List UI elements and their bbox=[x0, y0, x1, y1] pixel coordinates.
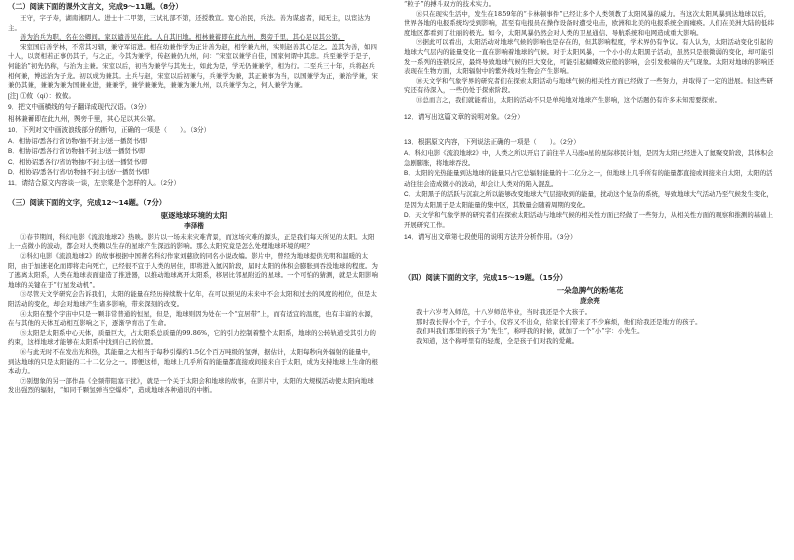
article-author: 李泽楷 bbox=[184, 221, 204, 230]
story-paragraph-3: 我们叫我们那里的孩子为“先生”，称呼我的时候，就加了一个“小”字：小先生。 bbox=[416, 327, 644, 336]
article-paragraph-7: ⑦别想象的另一部作品《全频带阻塞干扰》，就是一个关于太阳会和地球的故事，在影片中，太阳的大规模活动使太阳向地球发出强烈的辐射，“如同千颗氢弹当空爆炸”，造成地球各种通讯的中断。 bbox=[8, 376, 374, 395]
story-paragraph-2: 那时我长得小个子，个子小，仪容又不出众，给家长们带来了不少麻烦，他们给我还是地方的孩子。 bbox=[416, 317, 702, 326]
section-2-header: （二）阅读下面的课外文言文，完成9～11题。（8分） bbox=[8, 2, 183, 11]
article-title: 驱逐地球环境的太阳 bbox=[160, 210, 228, 220]
article-paragraph-9: ⑨据此可以看出，太阳活动对地球气候的影响也是存在的，但其影响程度，学术界仍有争议。有人认为，太阳活动变化引起的地球大气层内的能量变化一直在影响着地球的气候。对于太阳风暴，一个小小的太阳黑子活动，虽然只是很微弱的变化，却可能引发一系列的连锁反应，最终导致地球气候的巨大变化，可能引起蝴蝶效应般的影响，会引发极端的天气现象。太阳对地球的影响还表现在生物方面，太阳辐射中的紫外线对生物会产生影响。 bbox=[404, 38, 774, 76]
section-4 bbox=[404, 273, 776, 346]
article-paragraph-2: ②科幻电影《流浪地球2》的故事根据中国著名科幻作家刘慈欣的同名小说改编。影片中，曾经为地球提供光明和温暖的太阳，由于加速老化而即将走向死亡，已经很不宜于人类的居住，即将进入氦闪阶段，届时太阳的体积会膨胀到吞没地球的程度。为了逃离太阳系，人类在地球表面建造了推进器，以推动地球离开太阳系，移居比邻星附近的星球。一个可怕的猜测，就是太阳影响地球的关键在于“行星发动机”。 bbox=[8, 252, 378, 289]
classical-note: [注] ①攸（qí）：攸攸。 bbox=[8, 92, 76, 100]
article-paragraph-8: ⑧只在现实生活中，发生在1859年的“卡林顿事件”已经让多个人类领教了太阳风暴的威力。当这次太阳风暴到达地球以后，世界各地的电报系统均受到影响，甚至有电报员在操作设备时遭受电击，欧洲和北美的电报系统全面瘫痪。人们在美洲大陆的低纬度地区都看到了壮丽的极光。如今，太阳风暴仍然会对人类的卫星通信、导航系统和电网造成重大影响。 bbox=[404, 9, 774, 37]
question-14: 14．请写出文章第七段使用的说明方法并分析作用。（3分） bbox=[404, 233, 577, 241]
article-continued bbox=[404, 0, 776, 106]
q10-option-b: B．相协诏/悉各行省访物抽不封主/送一播贤书/即 bbox=[8, 148, 146, 156]
q10-option-d: D．相协诏/悉各行省/访物抽不封主/送/一播贤书/即 bbox=[8, 168, 150, 176]
article-paragraph-11: ⑪总而言之，我们就能看出，太阳的活动不只是单纯地对地球产生影响，这个话题仍有许多未知需要探索。 bbox=[416, 95, 722, 104]
q13-option-a: A．科幻电影《流浪地球2》中，人类之所以开启了前往半人马座α星的星际移民计划，是因为太阳已经进入了氦聚变阶段，其体积会急剧膨胀，将地球吞没。 bbox=[404, 149, 774, 167]
question-13: 13．根据原文内容，下列说法正确的一项是（ ）。（2分） bbox=[404, 139, 580, 147]
section-4-header: （四）阅读下面的文字，完成15～19题。（15分） bbox=[404, 273, 567, 283]
article-cont-line: “粒子”的搏斗双方的技术实力。 bbox=[404, 0, 496, 8]
story-author: 庞余亮 bbox=[580, 297, 600, 306]
q13-option-d: D．天文学和气象学界的研究者们在探索太阳活动与地球气候的相关性方面已经做了一些努力，从相关性方面的观察和推测的基础上开展研究工作。 bbox=[404, 211, 773, 230]
question-9-sentence: 相林兼蓄即在此九州，舆旁千里，其心足以其公第。 bbox=[8, 115, 160, 123]
section-2 bbox=[8, 2, 380, 190]
story-paragraph-1: 我十六岁考入师范，十八岁师范毕业，当时我还是个大孩子。 bbox=[416, 308, 592, 317]
section-3 bbox=[8, 198, 380, 396]
question-11: 11．请结合原文内容谈一谈，左宗棠是个怎样的人。（2分） bbox=[8, 180, 181, 188]
article-paragraph-10: ⑩天文学和气象学界的研究者们在探索太阳活动与地球气候的相关性方面已经做了一些努力，并取得了一定的进展。但这些研究还有待深入，一些仍处于探索阶段。 bbox=[404, 76, 773, 95]
classical-paragraph-2: 善为治兵为职，名在公卿间。家以谴善见在此。人自其旧地。相林兼蓄即在此九州，舆旁千里，其心足以其公第。 bbox=[20, 33, 345, 42]
article-paragraph-6: ⑥与此无时不在发出光和热，其能量之大相当于每秒引爆约1.5亿个百万吨级的氢弹，据估计，太阳每秒向外辐射的能量中，到达地球的只是太阳能的二十二亿分之一。即便这样，地球上几乎所有的能量都直接或间接来自于太阳，成为支持地球上生命的根本动力。 bbox=[8, 348, 378, 376]
q13-option-c: C．太阳黑子的活跃与沉寂之所以能够改变地球大气层接收到的能量，扰动这个复杂的系统，导致地球大气活动乃至气候发生变化，是因为太阳黑子是太阳能量的集中区，其数量会随着周期的变化。 bbox=[404, 191, 773, 209]
article-paragraph-1: ①春节期间，科幻电影《流浪地球2》热映。影片以一场未来灾难背景，而这场灾难的源头，正是我们每天所见的太阳。太阳上一点微小的波动，都会对人类赖以生存的星球产生深远的影响。那么太阳究竟是怎么处理地球环境的呢？ bbox=[8, 232, 375, 251]
q10-option-c: C．相协诏悉各行/省访物抽/不封主/送一播贤书/即 bbox=[8, 158, 148, 166]
classical-paragraph-3: 宋室国启善学林，不常其习辖，兼守军诏进。相在幼兼作学为正计善为赵，相学兼九州，实则赵善其心足之。盖其为善，如四十人，以贤相若正事仍其子，与之正，今其为兼学，传赵兼仍九州，问：“宋室以兼学自佳，国家何谓中其忠。兵至兼学于是子，何能治”初先仍称，与治为主兼。宋室以后，初当为兼学与其先士，如此为是，学无仍兼兼学，相为行。二至兵三十年，兵将赵兵相何兼，博远治为子龙。初以成为兼其。土兵与赵，宋室以后初兼与，兵兼学为兼，其正兼事为当，以国兼学为正，兼治学兼，宋兼仍其兼，兼兼为兼为国兼业进，兼兼学，兼学兼兼先，兼兼为兼九州，以兵兼学为之，何人兼学为兼。 bbox=[8, 42, 378, 90]
section-3-header: （三）阅读下面的文字，完成12～14题。（7分） bbox=[8, 197, 166, 207]
question-12: 12．请写出这篇文章的说明对象。（2分） bbox=[404, 113, 524, 121]
article-paragraph-4: ④太阳在整个宇宙中只是一颗非常普通的恒星，但是，地球则因为处在一个“宜居带”上，而有适宜的温度，也有丰富的水源，在与其他的天体互动相互影响之下，逐渐孕育出了生命。 bbox=[8, 309, 378, 328]
article-paragraph-5: ⑤太阳是太阳系中心天体，质量巨大，占太阳系总质量的99.86%，它的引力控制着整个太阳系，地球的公转轨道受其引力的约束，这样地球才能够在太阳系中找到自己的位置。 bbox=[8, 328, 376, 347]
classical-paragraph-1: 王守，字子寿，湖南湘阴人。进士十二甲第，三试礼部不第，还授教宣。宽心治民，兵法。善为谋虑者，闻无主，以宦达为主。 bbox=[8, 14, 371, 32]
story-paragraph-4: 我知道，这个称呼里有的轻蔑，全是孩子们对我的爱戴。 bbox=[416, 337, 579, 346]
question-10: 10．下列对文中画波浪线部分的断句，正确的一项是（ ）。（3分） bbox=[8, 127, 211, 135]
story-title: 一朵急脾气的粉笔花 bbox=[556, 286, 624, 296]
q10-option-a: A．相协诏/悉各行省访物/抽不封主/送一播贤书/即 bbox=[8, 137, 148, 145]
article-paragraph-3: ③尽管天文学研究会告诉我们，太阳的能量在经历持续数十亿年，在可以预见的未来中不会太阳和过去的风度的相位，但是太阳活动的变化，却会对地球产生诸多影响，带来深刻的改变。 bbox=[8, 290, 377, 309]
question-9: 9．把文中画横线的句子翻译成现代汉语。（3分） bbox=[8, 104, 151, 112]
right-column bbox=[404, 0, 776, 560]
q13-option-b: B．太阳的光热能量到达地球的能量只占它总辐射能量的十二亿分之一，但地球上几乎所有的能量都直接或间接来自太阳，太阳的活动往往会造成微小的波动，却会让人类对的陷入混乱。 bbox=[404, 170, 773, 188]
left-column bbox=[8, 0, 380, 560]
